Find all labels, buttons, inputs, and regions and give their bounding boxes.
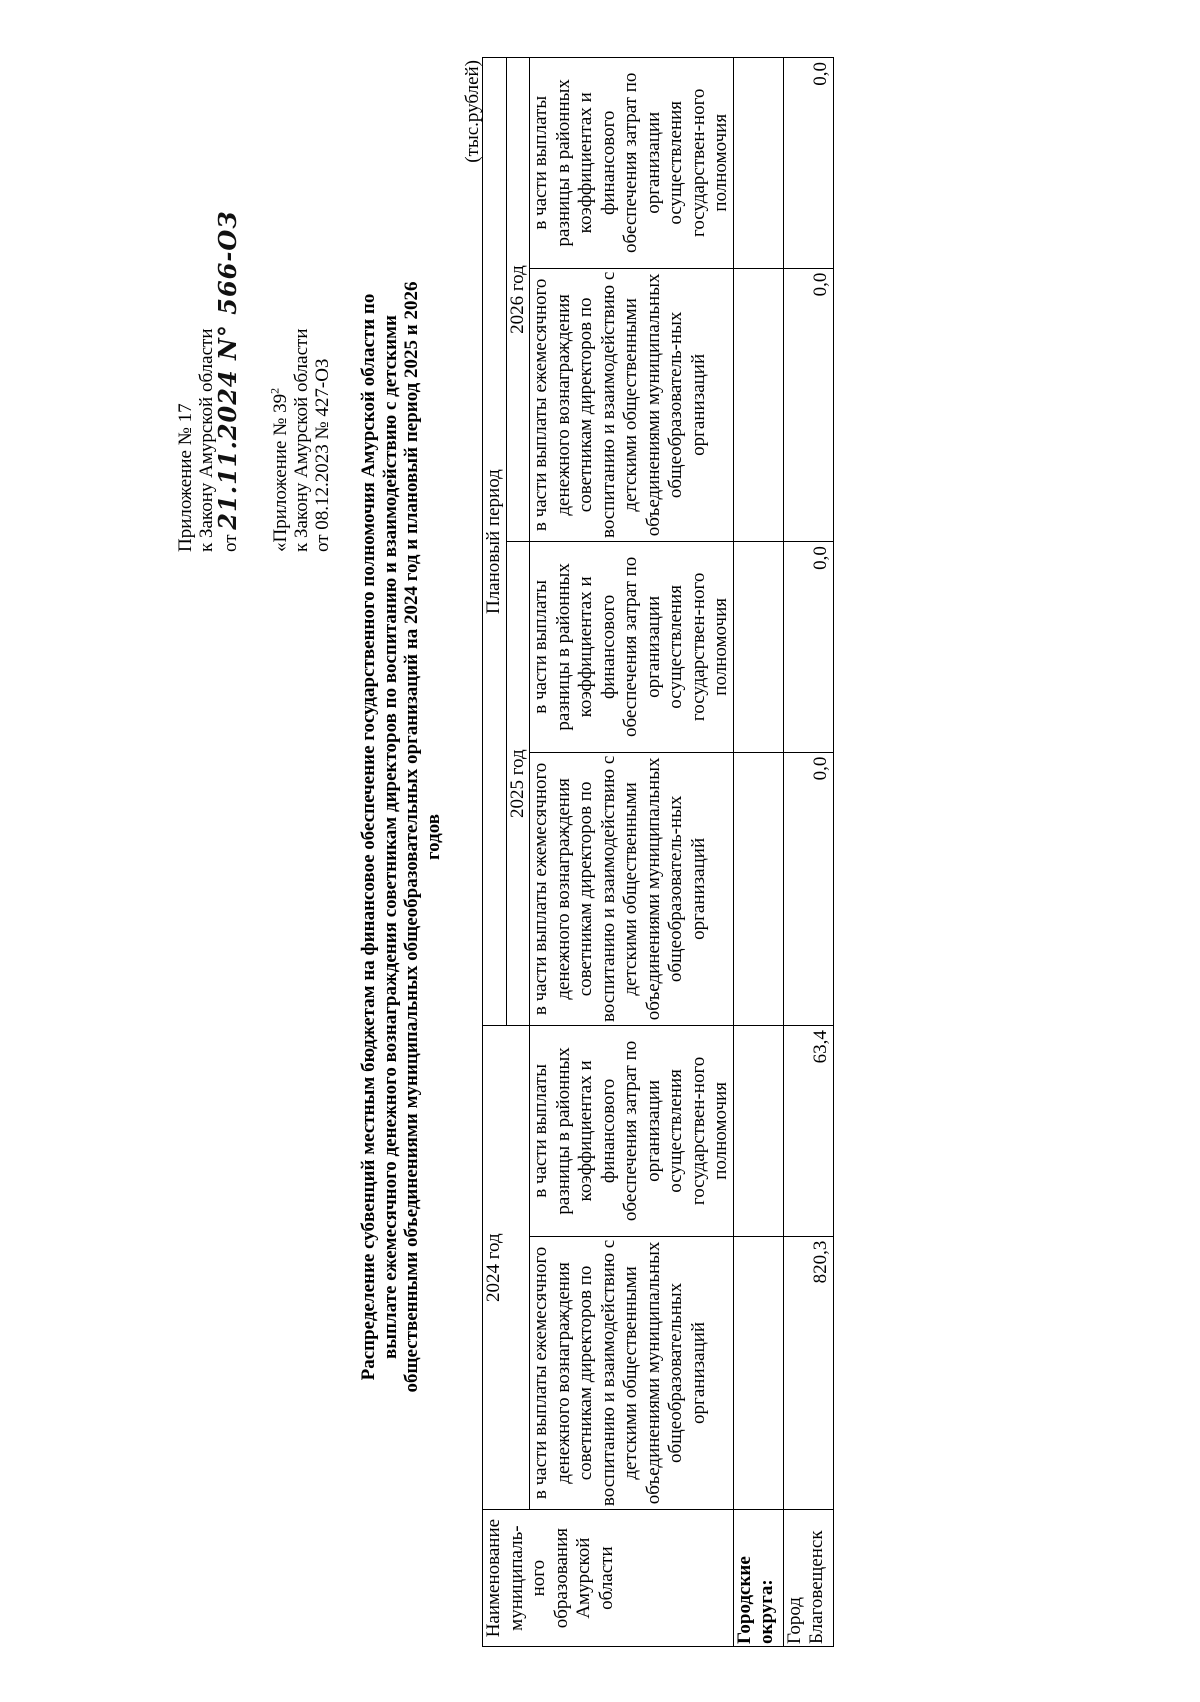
empty-cell bbox=[733, 1236, 783, 1510]
empty-cell bbox=[733, 1026, 783, 1236]
units-label: (тыс.рублей) bbox=[462, 60, 483, 163]
old-appendix-law-ref: к Закону Амурской области bbox=[291, 328, 312, 552]
cell-pay-2025: 0,0 bbox=[783, 752, 833, 1026]
cell-pay-2026: 0,0 bbox=[783, 268, 833, 542]
subvention-table bbox=[482, 57, 834, 1647]
old-appendix-number-text: «Приложение № 39 bbox=[270, 393, 291, 552]
old-appendix-number bbox=[267, 32, 291, 552]
empty-cell bbox=[733, 542, 783, 752]
cell-coeff-2025: 0,0 bbox=[783, 542, 833, 752]
appendix-number: Приложение № 17 bbox=[175, 403, 196, 552]
handwritten-date-number: 21.11.2024 N° 566-ОЗ bbox=[213, 210, 242, 530]
header-row-1 bbox=[483, 58, 507, 1647]
title-line-2: выплате ежемесячного денежного вознаграждения советникам директоров по воспитанию и взаимодействию с детскими bbox=[379, 315, 401, 1359]
cell-pay-2024: 820,3 bbox=[783, 1236, 833, 1510]
subheader-coeff-2024: в части выплаты разницы в районных коэффициентах и финансового обеспечения затрат по организации осуществления государствен-ного полномочия bbox=[530, 1026, 734, 1236]
title-line-1: Распределение субвенций местным бюджетам на финансовое обеспечение государственного полномочия Амурской области по bbox=[358, 293, 379, 1381]
header-row-3 bbox=[530, 58, 734, 1647]
appendix-header-new bbox=[175, 32, 241, 552]
title-line-3: общественными объединениями муниципальных общеобразовательных организаций на 2024 год и плановый период 2025 и 2026 bbox=[401, 281, 422, 1393]
subheader-payment-2024: в части выплаты ежемесячного денежного вознаграждения советникам директоров по воспитанию и взаимодействию с детскими общественными объединениями муниципальных общеобразовательных организаций bbox=[530, 1236, 734, 1510]
group-row bbox=[733, 58, 783, 1647]
subheader-payment-2025: в части выплаты ежемесячного денежного вознаграждения советникам директоров по воспитанию и взаимодействию с детскими общественными объединениями муниципальных общеобразователь-ных организаций bbox=[530, 752, 734, 1026]
appendix-date-line bbox=[213, 32, 242, 552]
header-municipality: Наименование муниципаль-ного образования Амурской области bbox=[483, 1510, 734, 1647]
group-label: Городские округа: bbox=[733, 1510, 783, 1647]
appendix-header-old bbox=[267, 32, 333, 552]
title-line-4: годов bbox=[422, 814, 444, 861]
empty-cell bbox=[733, 752, 783, 1026]
document-title bbox=[358, 57, 444, 1617]
header-year-2025: 2025 год bbox=[506, 542, 530, 1026]
table-row bbox=[783, 58, 833, 1647]
header-year-2026: 2026 год bbox=[506, 58, 530, 542]
old-appendix-date: от 08.12.2023 № 427-ОЗ bbox=[312, 358, 333, 552]
old-appendix-number-sup: 2 bbox=[267, 387, 282, 394]
empty-cell bbox=[733, 58, 783, 269]
row-municipality-name: Город Благовещенск bbox=[783, 1510, 833, 1647]
header-year-2024: 2024 год bbox=[483, 1026, 530, 1510]
subheader-coeff-2026: в части выплаты разницы в районных коэффициентах и финансового обеспечения затрат по организации осуществления государствен-ного полномочия bbox=[530, 58, 734, 269]
appendix-date-prefix: от bbox=[220, 534, 241, 552]
cell-coeff-2026: 0,0 bbox=[783, 58, 833, 269]
cell-coeff-2024: 63,4 bbox=[783, 1026, 833, 1236]
empty-cell bbox=[733, 268, 783, 542]
subheader-coeff-2025: в части выплаты разницы в районных коэффициентах и финансового обеспечения затрат по организации осуществления государствен-ного полномочия bbox=[530, 542, 734, 752]
subheader-payment-2026: в части выплаты ежемесячного денежного вознаграждения советникам директоров по воспитанию и взаимодействию с детскими общественными объединениями муниципальных общеобразователь-ных организаций bbox=[530, 268, 734, 542]
appendix-law-ref: к Закону Амурской области bbox=[196, 328, 217, 552]
header-planned-period: Плановый период bbox=[483, 58, 507, 1026]
